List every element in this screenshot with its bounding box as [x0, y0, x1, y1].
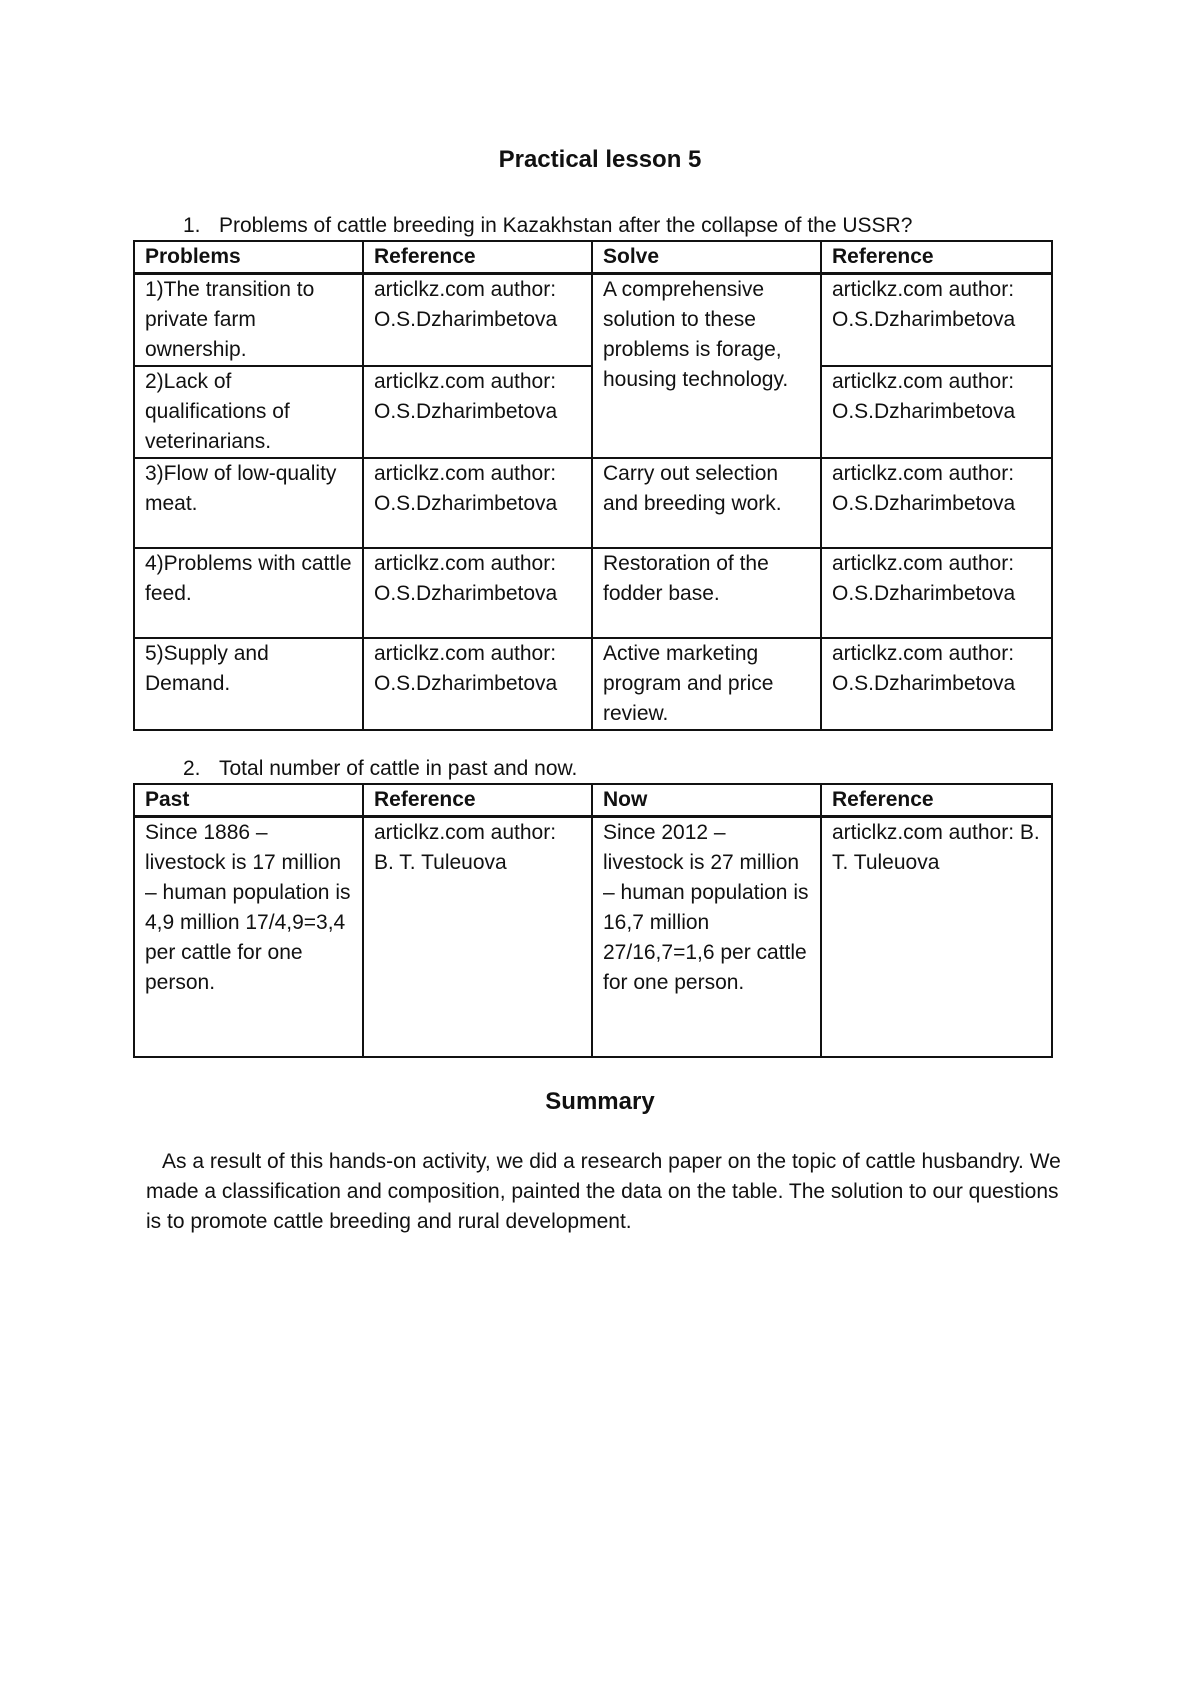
reference-cell: articlkz.com author: O.S.Dzharimbetova [363, 548, 592, 638]
problems-table-header-row [134, 241, 1052, 274]
question-2 [183, 755, 577, 783]
reference-cell: articlkz.com author: O.S.Dzharimbetova [363, 458, 592, 548]
summary-paragraph [146, 1147, 1066, 1237]
header-now: Now [592, 784, 821, 817]
question-2-text: Total number of cattle in past and now. [219, 757, 578, 780]
table-row [134, 817, 1052, 1057]
problem-cell: 2)Lack of qualifications of veterinarians. [134, 366, 363, 458]
summary-text: As a result of this hands-on activity, we did a research paper on the topic of cattle husbandry. We made a classification and composition, painted the data on the table. The solution to our questions is to promote cattle breeding and rural development. [146, 1150, 1061, 1233]
question-2-number: 2. [183, 757, 201, 780]
solve-reference-cell: articlkz.com author: O.S.Dzharimbetova [821, 548, 1052, 638]
header-past: Past [134, 784, 363, 817]
page-title: Practical lesson 5 [498, 146, 702, 173]
cattle-count-table [133, 783, 1053, 1058]
solve-cell: Restoration of the fodder base. [592, 548, 821, 638]
header-solve-reference: Reference [821, 241, 1052, 274]
past-reference-cell: articlkz.com author: B. T. Tuleuova [363, 817, 592, 1057]
reference-cell: articlkz.com author: O.S.Dzharimbetova [363, 274, 592, 367]
question-1-number: 1. [183, 214, 201, 237]
problem-cell: 3)Flow of low-quality meat. [134, 458, 363, 548]
reference-cell: articlkz.com author: O.S.Dzharimbetova [363, 366, 592, 458]
question-1-text: Problems of cattle breeding in Kazakhstan after the collapse of the USSR? [219, 214, 913, 237]
question-1 [183, 212, 912, 240]
header-now-reference: Reference [821, 784, 1052, 817]
problem-cell: 1)The transition to private farm ownership. [134, 274, 363, 367]
problem-cell: 5)Supply and Demand. [134, 638, 363, 730]
solve-cell: Carry out selection and breeding work. [592, 458, 821, 548]
header-past-reference: Reference [363, 784, 592, 817]
table-row [134, 548, 1052, 638]
solve-cell: Active marketing program and price review. [592, 638, 821, 730]
solve-reference-cell: articlkz.com author: O.S.Dzharimbetova [821, 458, 1052, 548]
solve-reference-cell: articlkz.com author: O.S.Dzharimbetova [821, 366, 1052, 458]
problems-table [133, 240, 1053, 731]
header-reference: Reference [363, 241, 592, 274]
summary-heading: Summary [545, 1088, 655, 1115]
past-cell: Since 1886 – livestock is 17 million – human population is 4,9 million 17/4,9=3,4 per cattle for one person. [134, 817, 363, 1057]
now-cell: Since 2012 – livestock is 27 million – human population is 16,7 million 27/16,7=1,6 per cattle for one person. [592, 817, 821, 1057]
header-solve: Solve [592, 241, 821, 274]
header-problems: Problems [134, 241, 363, 274]
table-row [134, 458, 1052, 548]
table-row [134, 638, 1052, 730]
cattle-table-header-row [134, 784, 1052, 817]
solve-cell: A comprehensive solution to these problems is forage, housing technology. [592, 274, 821, 459]
now-reference-cell: articlkz.com author: B. T. Tuleuova [821, 817, 1052, 1057]
table-row [134, 274, 1052, 367]
solve-reference-cell: articlkz.com author: O.S.Dzharimbetova [821, 274, 1052, 367]
reference-cell: articlkz.com author: O.S.Dzharimbetova [363, 638, 592, 730]
problem-cell: 4)Problems with cattle feed. [134, 548, 363, 638]
solve-reference-cell: articlkz.com author: O.S.Dzharimbetova [821, 638, 1052, 730]
